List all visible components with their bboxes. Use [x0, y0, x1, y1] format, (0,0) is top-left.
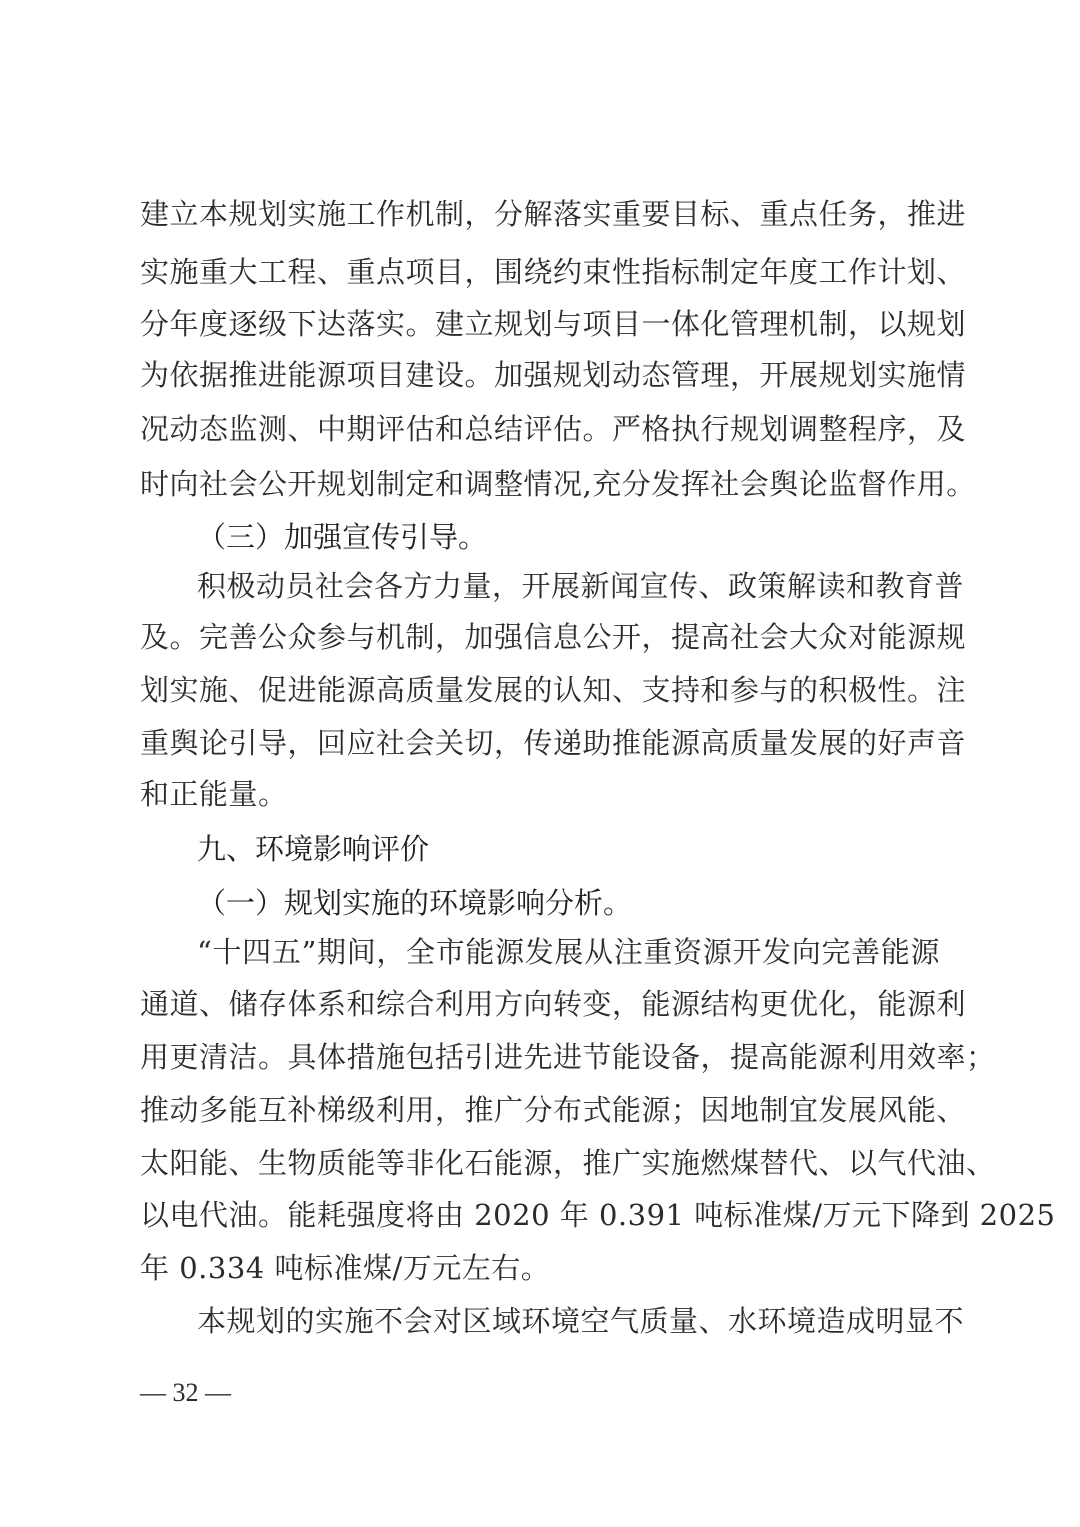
heading-publicity: （三）加强宣传引导。 [197, 520, 488, 554]
paragraph-2-line-2: 及。完善公众参与机制，加强信息公开，提高社会大众对能源规 [140, 620, 967, 654]
paragraph-3-line-5: 太阳能、生物质能等非化石能源，推广实施燃煤替代、以气代油、 [140, 1146, 996, 1180]
paragraph-2-line-1: 积极动员社会各方力量，开展新闻宣传、政策解读和教育普 [197, 569, 965, 603]
paragraph-3-line-4: 推动多能互补梯级利用，推广分布式能源；因地制宜发展风能、 [140, 1093, 967, 1127]
paragraph-4-line-1: 本规划的实施不会对区域环境空气质量、水环境造成明显不 [197, 1304, 965, 1338]
paragraph-3-line-6: 以电代油。能耗强度将由 2020 年 0.391 吨标准煤/万元下降到 2025 [140, 1198, 1056, 1232]
paragraph-1-line-2: 实施重大工程、重点项目，围绕约束性指标制定年度工作计划、 [140, 255, 967, 289]
paragraph-1-line-1: 建立本规划实施工作机制，分解落实重要目标、重点任务，推进 [140, 197, 967, 231]
paragraph-3-line-7: 年 0.334 吨标准煤/万元左右。 [140, 1251, 551, 1285]
paragraph-1-line-5: 况动态监测、中期评估和总结评估。严格执行规划调整程序，及 [140, 412, 967, 446]
page-number: — 32 — [140, 1378, 231, 1407]
paragraph-1-line-4: 为依据推进能源项目建设。加强规划动态管理，开展规划实施情 [140, 358, 967, 392]
heading-section-9: 九、环境影响评价 [197, 832, 430, 866]
paragraph-1-line-3: 分年度逐级下达落实。建立规划与项目一体化管理机制，以规划 [140, 307, 967, 341]
paragraph-2-line-5: 和正能量。 [140, 777, 288, 811]
paragraph-2-line-3: 划实施、促进能源高质量发展的认知、支持和参与的积极性。注 [140, 673, 967, 707]
heading-environmental-analysis: （一）规划实施的环境影响分析。 [197, 886, 633, 920]
paragraph-3-line-3: 用更清洁。具体措施包括引进先进节能设备，提高能源利用效率； [140, 1040, 996, 1074]
paragraph-2-line-4: 重舆论引导，回应社会关切，传递助推能源高质量发展的好声音 [140, 726, 967, 760]
paragraph-3-line-2: 通道、储存体系和综合利用方向转变，能源结构更优化，能源利 [140, 987, 967, 1021]
paragraph-1-line-6: 时向社会公开规划制定和调整情况,充分发挥社会舆论监督作用。 [140, 467, 976, 501]
paragraph-3-line-1: “十四五”期间，全市能源发展从注重资源开发向完善能源 [197, 935, 940, 969]
